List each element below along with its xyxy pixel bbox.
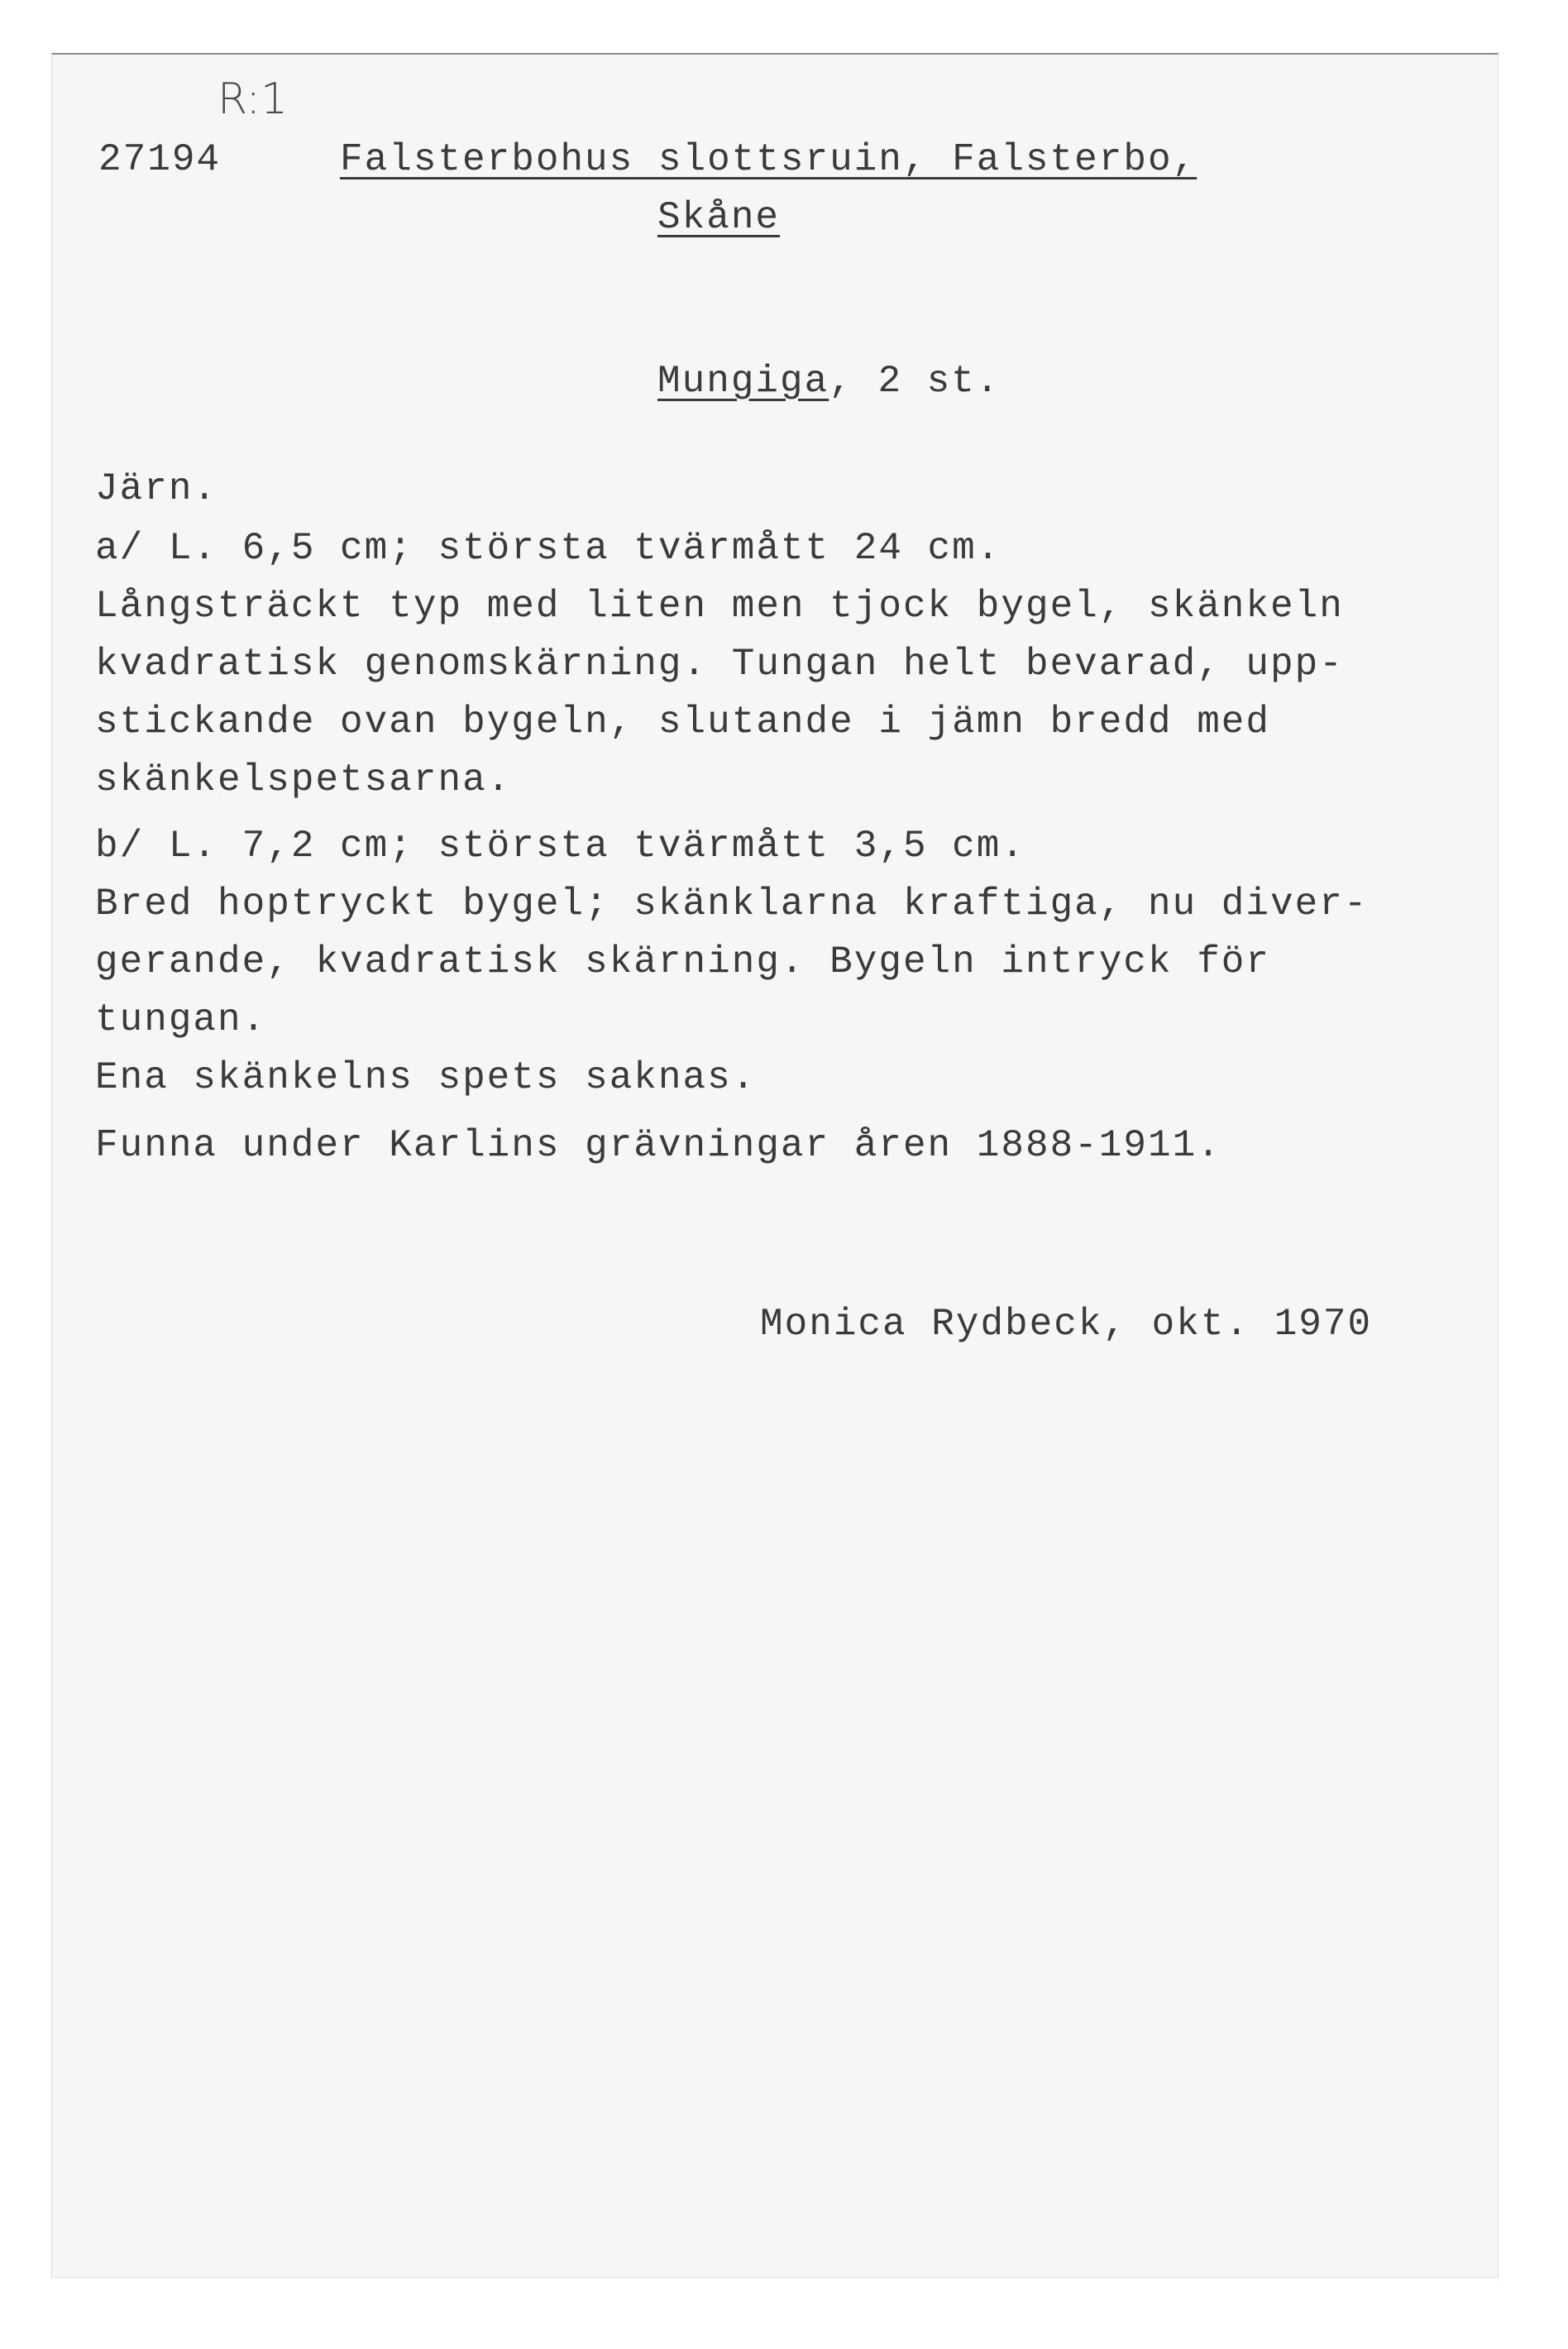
- location-line-1: Falsterbohus slottsruin, Falsterbo,: [340, 138, 1198, 181]
- location-line-2: Skåne: [657, 196, 781, 239]
- item-b-line-2: Bred hoptryckt bygel; skänklarna kraftiga, nu diver-: [95, 883, 1369, 926]
- signature: Monica Rydbeck, okt. 1970: [760, 1303, 1373, 1346]
- item-b-line-3: gerande, kvadratisk skärning. Bygeln intryck för: [95, 940, 1271, 983]
- item-a-line-1: a/ L. 6,5 cm; största tvärmått 24 cm.: [95, 527, 1002, 570]
- shelf-mark: R:1: [218, 74, 289, 124]
- catalog-card: [51, 53, 1499, 2278]
- item-b-line-4: tungan.: [95, 998, 267, 1041]
- catalog-number: 27194: [98, 138, 222, 181]
- object-count: , 2 st.: [829, 360, 1001, 403]
- object-name: Mungiga: [657, 360, 829, 403]
- item-b-line-1: b/ L. 7,2 cm; största tvärmått 3,5 cm.: [95, 825, 1025, 868]
- provenance: Funna under Karlins grävningar åren 1888-1911.: [95, 1124, 1221, 1167]
- item-a-line-5: skänkelspetsarna.: [95, 758, 512, 801]
- item-a-line-4: stickande ovan bygeln, slutande i jämn bredd med: [95, 701, 1271, 744]
- material: Järn.: [95, 467, 218, 510]
- item-b-line-5: Ena skänkelns spets saknas.: [95, 1056, 757, 1099]
- object-heading: [657, 360, 1001, 403]
- item-a-line-2: Långsträckt typ med liten men tjock bygel, skänkeln: [95, 585, 1344, 628]
- item-a-line-3: kvadratisk genomskärning. Tungan helt bevarad, upp-: [95, 643, 1344, 686]
